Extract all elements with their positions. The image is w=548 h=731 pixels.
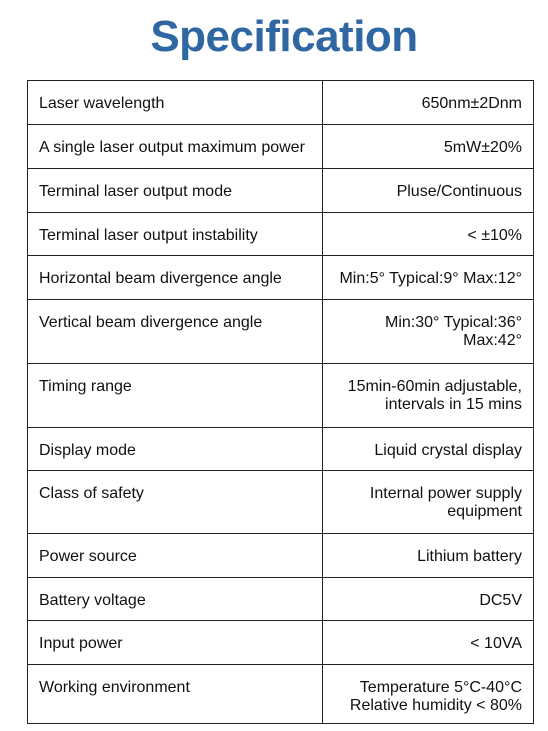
table-row bbox=[28, 169, 534, 213]
spec-label: Horizontal beam divergence angle bbox=[39, 270, 282, 287]
specification-table bbox=[27, 80, 534, 724]
spec-label-cell bbox=[28, 621, 323, 665]
spec-value-line-2: Max:42° bbox=[463, 332, 522, 349]
spec-label: Class of safety bbox=[39, 485, 144, 502]
spec-value: DC5V bbox=[479, 592, 522, 609]
spec-label: Working environment bbox=[39, 679, 190, 696]
spec-value-cell bbox=[323, 621, 534, 665]
spec-label-cell bbox=[28, 578, 323, 621]
spec-label: Terminal laser output instability bbox=[39, 227, 258, 244]
spec-value-line-2: intervals in 15 mins bbox=[385, 396, 522, 413]
spec-value-line-1: Temperature 5°C-40°C bbox=[359, 679, 522, 696]
spec-value-cell bbox=[323, 300, 534, 364]
spec-label-cell bbox=[28, 81, 323, 125]
spec-value-line-1: Internal power supply bbox=[369, 485, 522, 502]
spec-label-cell bbox=[28, 300, 323, 364]
spec-label: A single laser output maximum power bbox=[39, 139, 305, 156]
spec-label: Terminal laser output mode bbox=[39, 183, 232, 200]
spec-value: < ±10% bbox=[467, 227, 522, 244]
table-row bbox=[28, 300, 534, 364]
table-row bbox=[28, 256, 534, 300]
spec-label: Laser wavelength bbox=[39, 95, 165, 112]
spec-value-cell bbox=[323, 125, 534, 169]
table-row bbox=[28, 364, 534, 428]
spec-label-cell bbox=[28, 364, 323, 428]
spec-value-cell bbox=[323, 213, 534, 256]
spec-label: Input power bbox=[39, 635, 123, 652]
table-row bbox=[28, 621, 534, 665]
spec-value-cell bbox=[323, 256, 534, 300]
table-row bbox=[28, 81, 534, 125]
spec-label-cell bbox=[28, 428, 323, 471]
spec-value-cell bbox=[323, 81, 534, 125]
spec-label-cell bbox=[28, 213, 323, 256]
spec-value: Liquid crystal display bbox=[374, 442, 522, 459]
spec-label-cell bbox=[28, 256, 323, 300]
page-title: Specification bbox=[150, 12, 418, 61]
spec-value-line-2: Relative humidity < 80% bbox=[349, 697, 522, 714]
table-row bbox=[28, 578, 534, 621]
spec-label: Display mode bbox=[39, 442, 136, 459]
spec-value-line-2: equipment bbox=[447, 503, 522, 520]
spec-value: 5mW±20% bbox=[443, 139, 522, 156]
table-row bbox=[28, 125, 534, 169]
spec-value-cell bbox=[323, 665, 534, 724]
spec-label: Timing range bbox=[39, 378, 132, 395]
spec-value-cell bbox=[323, 364, 534, 428]
table-row bbox=[28, 471, 534, 534]
table-row bbox=[28, 534, 534, 578]
spec-value: Pluse/Continuous bbox=[396, 183, 522, 200]
spec-value-line-1: Min:30° Typical:36° bbox=[384, 314, 522, 331]
spec-value-cell bbox=[323, 471, 534, 534]
spec-value-cell bbox=[323, 578, 534, 621]
spec-value: 650nm±2Dnm bbox=[421, 95, 522, 112]
spec-value-cell bbox=[323, 169, 534, 213]
spec-label-cell bbox=[28, 169, 323, 213]
spec-value: < 10VA bbox=[470, 635, 522, 652]
spec-value-line-1: 15min-60min adjustable, bbox=[347, 378, 522, 395]
spec-label-cell bbox=[28, 471, 323, 534]
table-row bbox=[28, 428, 534, 471]
table-row bbox=[28, 665, 534, 724]
spec-label: Power source bbox=[39, 548, 137, 565]
spec-label: Vertical beam divergence angle bbox=[39, 314, 263, 331]
spec-label-cell bbox=[28, 125, 323, 169]
spec-value: Lithium battery bbox=[417, 548, 522, 565]
table-row bbox=[28, 213, 534, 256]
spec-label-cell bbox=[28, 534, 323, 578]
spec-value-cell bbox=[323, 428, 534, 471]
spec-label-cell bbox=[28, 665, 323, 724]
spec-label: Battery voltage bbox=[39, 592, 146, 609]
spec-value: Min:5° Typical:9° Max:12° bbox=[339, 270, 522, 287]
spec-value-cell bbox=[323, 534, 534, 578]
